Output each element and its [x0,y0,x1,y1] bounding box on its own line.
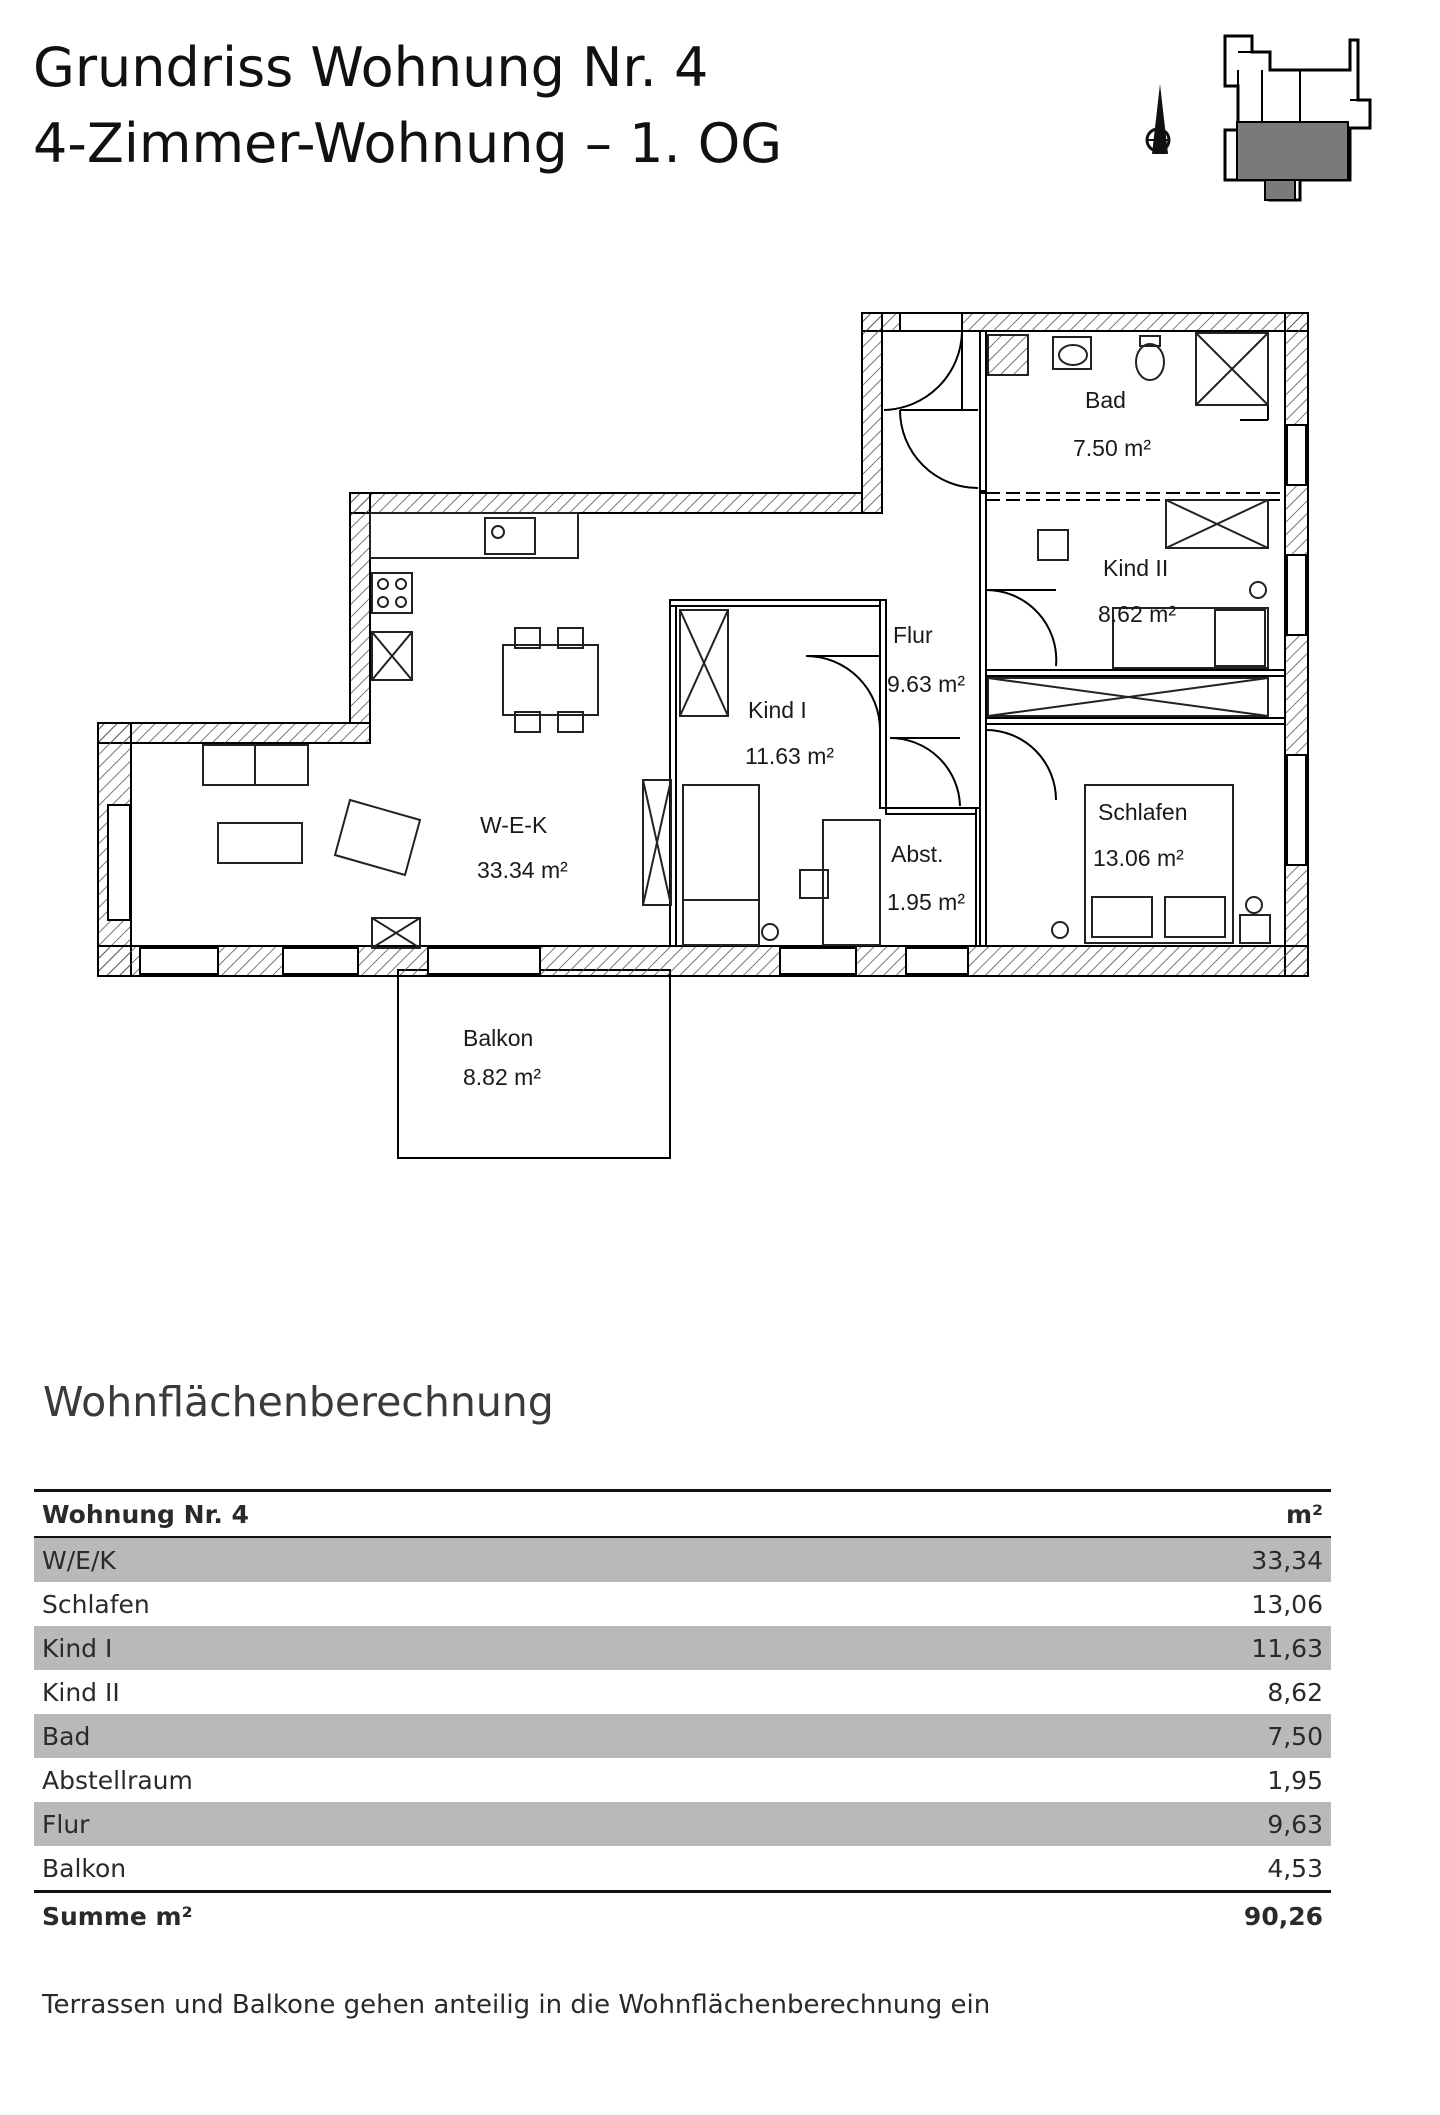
room-area-kind1: 11.63 m² [745,743,835,769]
table-row [34,1846,1331,1892]
table-row [34,1758,1331,1802]
table-header-row [34,1491,1331,1538]
row-value: 13,06 [943,1582,1331,1626]
table-sum-row [34,1892,1331,1940]
room-label-wek: W-E-K [480,812,548,838]
calculation-title: Wohnflächenberechnung [43,1378,554,1426]
page-title: Grundriss Wohnung Nr. 4 [33,36,709,99]
row-value: 1,95 [943,1758,1331,1802]
table-row [34,1714,1331,1758]
row-value: 33,34 [943,1537,1331,1582]
key-plan-highlight [1237,122,1348,180]
room-label-balkon: Balkon [463,1025,534,1051]
room-area-bad: 7.50 m² [1073,435,1151,461]
area-calculation-table [34,1489,1331,1939]
footnote: Terrassen und Balkone gehen anteilig in die Wohnflächenberechnung ein [42,1990,991,2020]
north-arrow-icon [1146,84,1170,154]
row-label: Kind I [34,1626,943,1670]
room-area-abst: 1.95 m² [887,889,965,915]
row-value: 8,62 [943,1670,1331,1714]
row-label: Balkon [34,1846,943,1892]
interior-walls [670,331,1285,946]
room-label-bad: Bad [1085,387,1126,413]
table-header-unit: m² [943,1491,1331,1538]
key-plan [1225,36,1370,200]
table-row [34,1802,1331,1846]
doors [806,332,1056,806]
table-row [34,1626,1331,1670]
room-area-schlafen: 13.06 m² [1093,845,1184,871]
table-row [34,1670,1331,1714]
room-label-kind1: Kind I [748,697,807,723]
room-label-abst: Abst. [891,841,944,867]
sum-label: Summe m² [34,1892,943,1940]
room-label-schlafen: Schlafen [1098,799,1188,825]
room-area-wek: 33.34 m² [477,857,568,883]
windows [108,313,1306,974]
room-label-flur: Flur [893,622,933,648]
row-label: Schlafen [34,1582,943,1626]
exterior-walls [98,313,1308,976]
row-label: Bad [34,1714,943,1758]
table-row [34,1537,1331,1582]
row-value: 11,63 [943,1626,1331,1670]
page-subtitle: 4-Zimmer-Wohnung – 1. OG [33,112,783,175]
row-value: 7,50 [943,1714,1331,1758]
table-row [34,1582,1331,1626]
row-value: 9,63 [943,1802,1331,1846]
row-label: W/E/K [34,1537,943,1582]
sum-value: 90,26 [943,1892,1331,1940]
row-label: Flur [34,1802,943,1846]
room-area-balkon: 8.82 m² [463,1064,541,1090]
room-label-kind2: Kind II [1103,555,1169,581]
row-label: Abstellraum [34,1758,943,1802]
row-value: 4,53 [943,1846,1331,1892]
room-area-kind2: 8.62 m² [1098,601,1176,627]
room-area-flur: 9.63 m² [887,671,965,697]
table-header-label: Wohnung Nr. 4 [34,1491,943,1538]
row-label: Kind II [34,1670,943,1714]
